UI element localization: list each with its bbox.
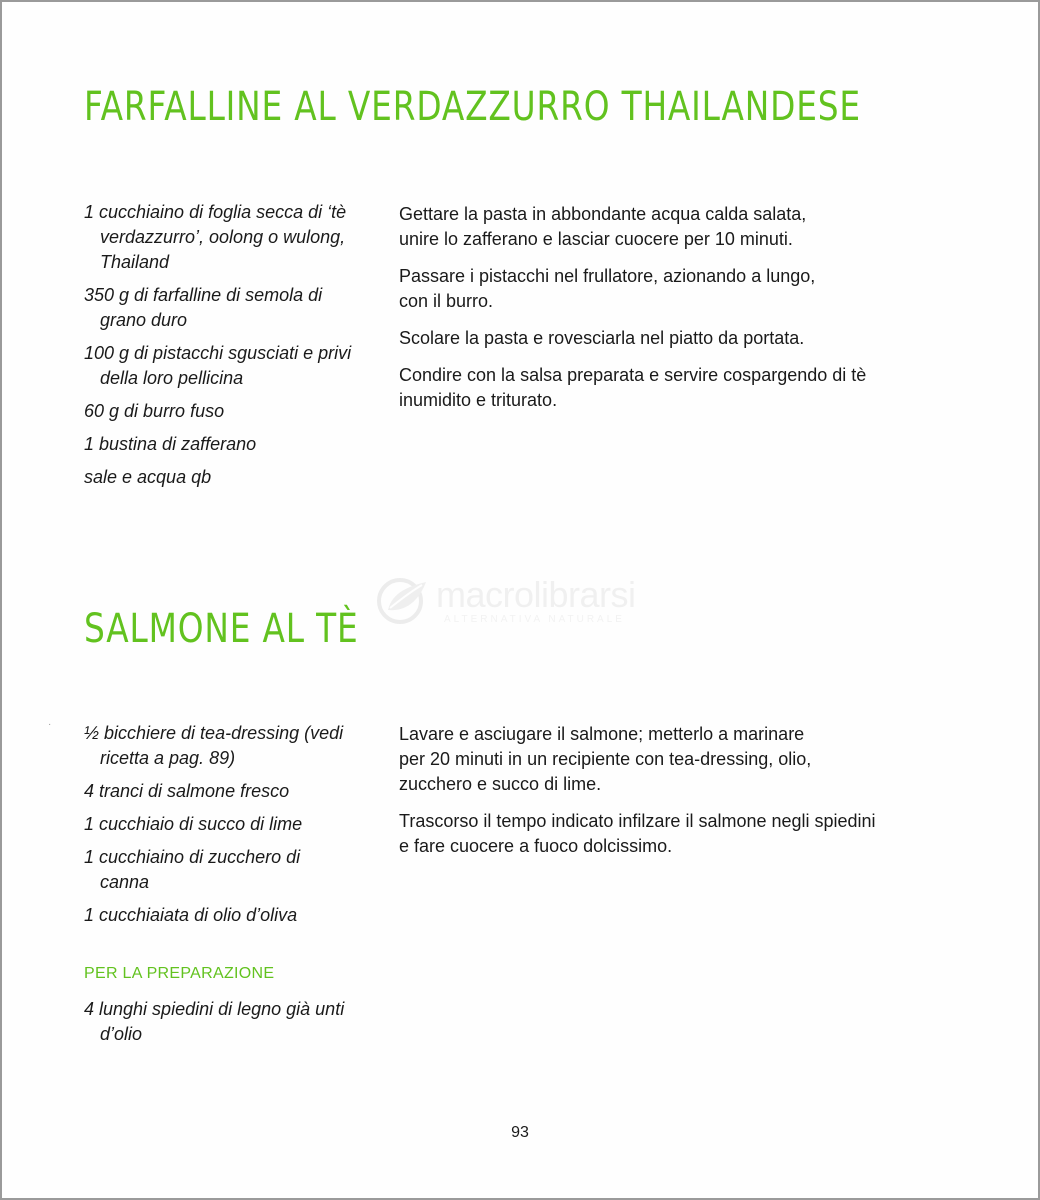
method-step: Lavare e asciugare il salmone; metterlo a marinare per 20 minuti in un recipiente con tea-dressing, olio, zucchero e succo di lime. [399, 724, 812, 794]
method-step: Trascorso il tempo indicato infilzare il salmone negli spiedini e fare cuocere a fuoco dolcissimo. [399, 811, 876, 856]
method-step: Passare i pistacchi nel frullatore, azionando a lungo, con il burro. [399, 266, 816, 311]
ingredient-item: 60 g di burro fuso [84, 401, 225, 421]
recipe-title: SALMONE AL TÈ [84, 606, 359, 652]
method-step: Gettare la pasta in abbondante acqua calda salata, unire lo zafferano e lasciar cuocere per 10 minuti. [399, 204, 807, 249]
ingredient-item: ½ bicchiere di tea-dressing (vedi ricetta a pag. 89) [84, 723, 344, 768]
ingredient-item: 1 cucchiaino di zucchero di canna [84, 847, 301, 892]
ingredient-item: 100 g di pistacchi sgusciati e privi della loro pellicina [84, 343, 352, 388]
ingredients-list [84, 200, 354, 498]
recipe-title: FARFALLINE AL VERDAZZURRO THAILANDESE [84, 84, 861, 130]
watermark [374, 572, 674, 632]
ingredient-item: 4 lunghi spiedini di legno già unti d’olio [84, 999, 345, 1044]
leaf-logo-icon [374, 576, 430, 626]
ingredient-item: 1 cucchiaiata di olio d’oliva [84, 905, 298, 925]
method-step: Condire con la salsa preparata e servire cospargendo di tè inumidito e triturato. [399, 365, 867, 410]
print-speck: · [48, 719, 52, 730]
preparation-list [84, 997, 354, 1055]
ingredient-item: 1 bustina di zafferano [84, 434, 257, 454]
method-text [399, 202, 959, 425]
page-number: 93 [511, 1124, 529, 1141]
ingredient-item: 1 cucchiaio di succo di lime [84, 814, 303, 834]
preparation-subheading: PER LA PREPARAZIONE [84, 965, 275, 982]
ingredient-item: sale e acqua qb [84, 467, 212, 487]
ingredient-item: 4 tranci di salmone fresco [84, 781, 290, 801]
ingredients-list [84, 721, 354, 936]
ingredient-item: 350 g di farfalline di semola di grano duro [84, 285, 323, 330]
ingredient-item: 1 cucchiaino di foglia secca di ‘tè verdazzurro’, oolong o wulong, Thailand [84, 202, 347, 272]
watermark-tagline: ALTERNATIVA NATURALE [444, 614, 625, 625]
method-text [399, 722, 959, 871]
watermark-brand: macrolibrarsi [436, 574, 636, 615]
method-step: Scolare la pasta e rovesciarla nel piatto da portata. [399, 328, 805, 348]
